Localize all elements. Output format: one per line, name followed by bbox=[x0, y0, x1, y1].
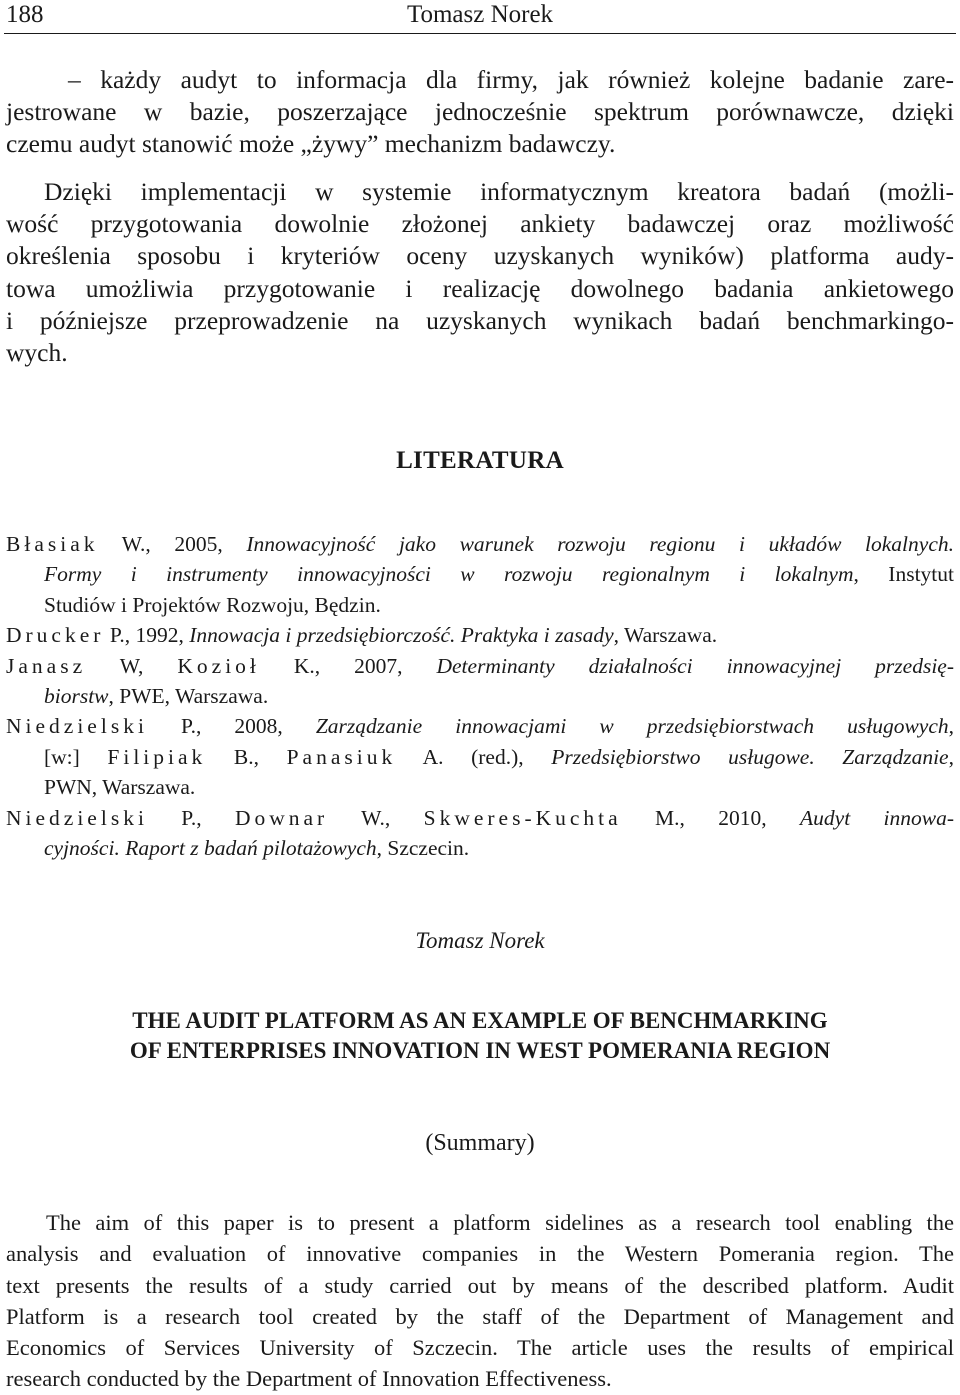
reference-item: Błasiak W., 2005, Innowacyjność jako warunek rozwoju regionu i układów lokalnych. Formy i instrumenty innowacyjności w rozwoju regionalnym i lokalnym, Instytut Studiów i Projektów Rozwoju, Będzin. bbox=[6, 532, 954, 617]
ref-author: Niedzielski bbox=[6, 714, 148, 739]
text-line: jestrowane w bazie, poszerzające jednocześnie spektrum porównawcze, dzięki bbox=[6, 97, 954, 127]
ref-editor: Filipiak bbox=[107, 744, 207, 769]
english-title-line-1: THE AUDIT PLATFORM AS AN EXAMPLE OF BENCHMARKING bbox=[132, 1008, 828, 1033]
text-line: wych. bbox=[6, 337, 68, 367]
page-number: 188 bbox=[6, 1, 44, 28]
ref-title: biorstw bbox=[44, 683, 109, 708]
ref-author: Drucker bbox=[6, 623, 105, 648]
text-line: Platform is a research tool created by the staff of the Department of Management and bbox=[6, 1303, 954, 1329]
reference-item: Niedzielski P., 2008, Zarządzanie innowacjami w przedsiębiorstwach usługowych, [w:] Filipiak B., Panasiuk A. (red.), Przedsiębiorstwo usługowe. Zarządzanie, PWN, Warszawa. bbox=[6, 714, 954, 800]
summary-label: (Summary) bbox=[425, 1130, 535, 1156]
reference-item: Niedzielski P., Downar W., Skweres-Kuchta M., 2010, Audyt innowa- cyjności. Raport z badań pilotażowych, Szczecin. bbox=[6, 805, 954, 860]
reference-item: Janasz W, Kozioł K., 2007, Determinanty działalności innowacyjnej przedsię- biorstw, PWE, Warszawa. bbox=[6, 653, 954, 708]
reference-item: Drucker P., 1992, Innowacja i przedsiębiorczość. Praktyka i zasady, Warszawa. bbox=[6, 623, 718, 648]
ref-title: Audyt innowa- bbox=[800, 805, 954, 830]
text-line: i późniejsze przeprowadzenie na uzyskanych wynikach badań benchmarkingo- bbox=[6, 305, 954, 335]
ref-title: Determinanty działalności innowacyjnej przedsię- bbox=[436, 653, 954, 678]
reference-list bbox=[6, 529, 954, 863]
body-paragraph-2 bbox=[6, 176, 954, 369]
text-line: research conducted by the Department of Innovation Effectiveness. bbox=[6, 1366, 612, 1392]
ref-title: Innowacja i przedsiębiorczość. Praktyka i zasady bbox=[189, 623, 614, 648]
ref-author: Downar bbox=[234, 805, 329, 830]
ref-author: Niedzielski bbox=[6, 805, 148, 830]
ref-title: cyjności. Raport z badań pilotażowych bbox=[44, 835, 377, 860]
page-header bbox=[4, 0, 956, 34]
text-line: Dzięki implementacji w systemie informatycznym kreatora badań (możli- bbox=[44, 177, 954, 206]
text-line: analysis and evaluation of innovative companies in the Western Pomerania region. The bbox=[6, 1241, 954, 1267]
text-line: Economics of Services University of Szczecin. The article uses the results of empirical bbox=[6, 1335, 954, 1361]
text-line: – każdy audyt to informacja dla firmy, jak również kolejne badanie zare- bbox=[68, 65, 954, 94]
body-paragraph-1 bbox=[6, 64, 954, 161]
text-line: The aim of this paper is to present a platform sidelines as a research tool enabling the bbox=[46, 1210, 954, 1235]
ref-title: Przedsiębiorstwo usługowe. Zarządzanie bbox=[551, 744, 949, 769]
text-line: text presents the results of a study carried out by means of the described platform. Audit bbox=[6, 1272, 954, 1298]
literature-heading: LITERATURA bbox=[396, 447, 564, 474]
ref-author: Skweres-Kuchta bbox=[423, 805, 622, 830]
summary-paragraph bbox=[6, 1207, 954, 1395]
ref-title: Formy i instrumenty innowacyjności w rozwoju regionalnym i lokalnym bbox=[44, 562, 854, 587]
text-line: wość przygotowania dowolnie złożonej ankiety badawczej oraz możliwość bbox=[6, 209, 954, 239]
ref-author: Kozioł bbox=[177, 653, 260, 678]
english-title-line-2: OF ENTERPRISES INNOVATION IN WEST POMERANIA REGION bbox=[129, 1038, 831, 1063]
ref-author: Błasiak bbox=[6, 532, 99, 556]
ref-editor: Panasiuk bbox=[286, 744, 397, 769]
summary-author: Tomasz Norek bbox=[415, 928, 545, 953]
ref-author: Janasz bbox=[6, 653, 87, 678]
running-head: Tomasz Norek bbox=[406, 1, 554, 28]
text-line: czemu audyt stanowić może „żywy” mechanizm badawczy. bbox=[6, 129, 616, 159]
text-line: określenia sposobu i kryteriów oceny uzyskanych wyników) platforma audy- bbox=[6, 241, 954, 271]
text-line: towa umożliwia przygotowanie i realizację dowolnego badania ankietowego bbox=[6, 273, 954, 303]
ref-title: Innowacyjność jako warunek rozwoju regionu i układów lokalnych. bbox=[246, 532, 954, 556]
ref-title: Zarządzanie innowacjami w przedsiębiorstwach usługowych bbox=[315, 714, 949, 739]
